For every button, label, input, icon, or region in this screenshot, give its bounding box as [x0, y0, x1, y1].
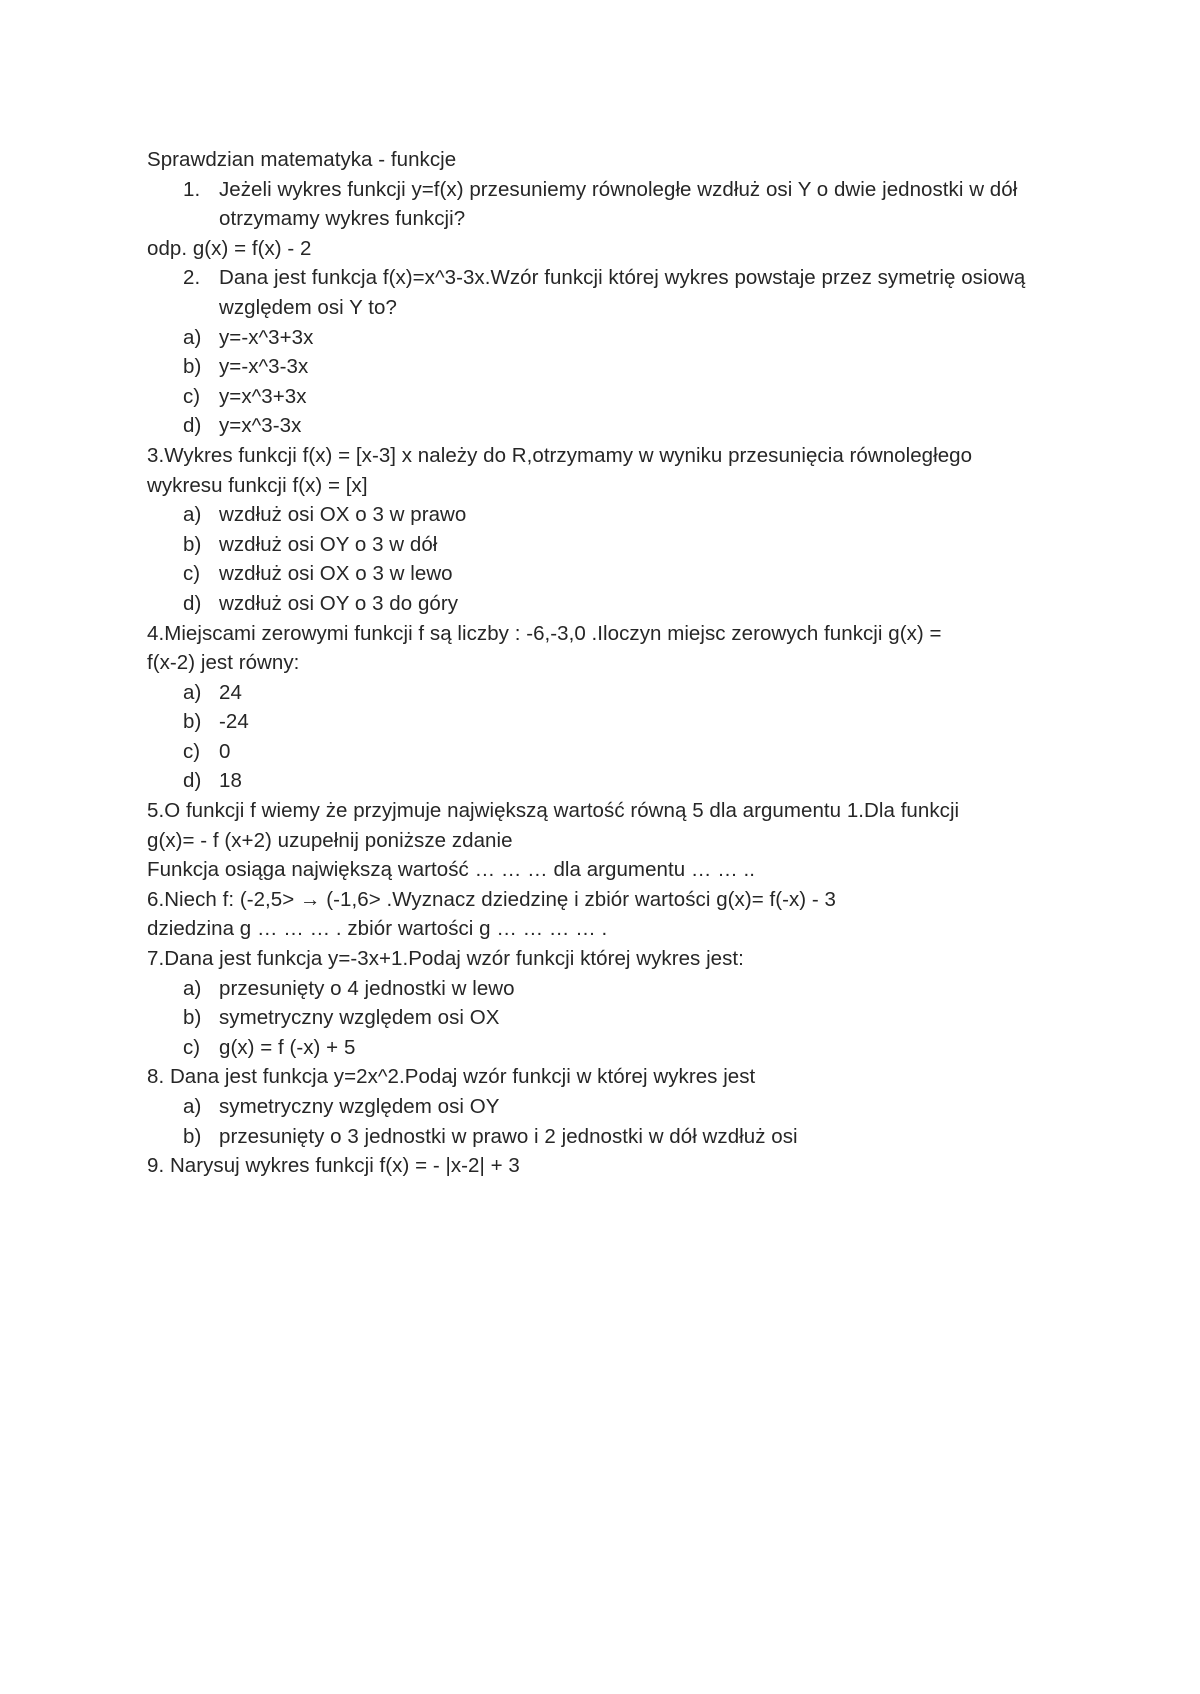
question-3-line-2: wykresu funkcji f(x) = [x]: [147, 473, 368, 497]
question-4-line-1: 4.Miejscami zerowymi funkcji f są liczby : -6,-3,0 .Iloczyn miejsc zerowych funkcji g(x) =: [147, 621, 942, 645]
question-2-option-c: [147, 382, 1077, 412]
option-text: wzdłuż osi OY o 3 w dół: [219, 532, 438, 556]
option-marker: c): [183, 384, 201, 408]
question-4-line-2: f(x-2) jest równy:: [147, 651, 300, 675]
question-3-option-a: [147, 500, 1077, 530]
question-3-line-1: 3.Wykres funkcji f(x) = [x-3] x należy do R,otrzymamy w wyniku przesunięcia równoległego: [147, 443, 973, 467]
question-1-text: Jeżeli wykres funkcji y=f(x) przesuniemy równoległe wzdłuż osi Y o dwie jednostki w dół otrzymamy wykres funkcji?: [219, 177, 1018, 231]
option-marker: a): [183, 976, 202, 1000]
option-text: 24: [219, 680, 242, 704]
option-text: 0: [219, 739, 231, 763]
question-5-line-1: 5.O funkcji f wiemy że przyjmuje największą wartość równą 5 dla argumentu 1.Dla funkcji: [147, 799, 960, 823]
document-title: Sprawdzian matematyka - funkcje: [147, 148, 457, 171]
question-2: [147, 263, 1077, 322]
question-9-line-1: 9. Narysuj wykres funkcji f(x) = - |x-2| + 3: [147, 1154, 520, 1178]
question-8-option-a: [147, 1092, 1077, 1122]
option-marker: c): [183, 562, 201, 586]
option-text: y=-x^3+3x: [219, 325, 314, 349]
question-3-option-d: [147, 589, 1077, 619]
question-2-number: 2.: [183, 266, 201, 290]
question-4-option-b: [147, 707, 1077, 737]
question-1: [147, 175, 1077, 234]
option-text: g(x) = f (-x) + 5: [219, 1035, 356, 1059]
question-5-line-3: Funkcja osiąga największą wartość … … … dla argumentu … … ..: [147, 858, 755, 882]
question-7-option-b: [147, 1003, 1077, 1033]
option-text: 18: [219, 769, 242, 793]
question-4-option-d: [147, 766, 1077, 796]
option-marker: a): [183, 503, 202, 527]
question-1-answer: odp. g(x) = f(x) - 2: [147, 236, 312, 260]
option-marker: a): [183, 680, 202, 704]
question-3-option-c: [147, 559, 1077, 589]
question-2-option-a: [147, 323, 1077, 353]
document-page: [147, 145, 1077, 1181]
question-4-option-a: [147, 678, 1077, 708]
option-text: y=-x^3-3x: [219, 355, 309, 379]
question-7-option-a: [147, 974, 1077, 1004]
option-text: przesunięty o 3 jednostki w prawo i 2 jednostki w dół wzdłuż osi: [219, 1124, 798, 1148]
option-text: y=x^3+3x: [219, 384, 307, 408]
option-text: y=x^3-3x: [219, 414, 302, 438]
question-6-line-1: 6.Niech f: (-2,5> → (-1,6> .Wyznacz dziedzinę i zbiór wartości g(x)= f(-x) - 3: [147, 887, 836, 911]
option-text: przesunięty o 4 jednostki w lewo: [219, 976, 515, 1000]
option-marker: d): [183, 414, 202, 438]
option-marker: b): [183, 1124, 202, 1148]
option-marker: b): [183, 355, 202, 379]
question-1-number: 1.: [183, 177, 201, 201]
question-5-line-2: g(x)= - f (x+2) uzupełnij poniższe zdanie: [147, 828, 513, 852]
question-8-option-b: [147, 1122, 1077, 1152]
question-6-line-2: dziedzina g … … … . zbiór wartości g … … … … .: [147, 917, 608, 941]
option-marker: a): [183, 325, 202, 349]
question-2-text: Dana jest funkcja f(x)=x^3-3x.Wzór funkcji której wykres powstaje przez symetrię osiową względem osi Y to?: [219, 266, 1026, 319]
option-marker: b): [183, 710, 202, 734]
question-8-line-1: 8. Dana jest funkcja y=2x^2.Podaj wzór funkcji w której wykres jest: [147, 1065, 756, 1089]
option-text: -24: [219, 710, 249, 734]
option-marker: d): [183, 591, 202, 615]
option-marker: a): [183, 1095, 202, 1118]
option-marker: b): [183, 532, 202, 556]
option-marker: c): [183, 739, 201, 763]
question-7-line-1: 7.Dana jest funkcja y=-3x+1.Podaj wzór funkcji której wykres jest:: [147, 947, 744, 971]
option-text: symetryczny względem osi OY: [219, 1095, 500, 1118]
question-2-option-d: [147, 411, 1077, 441]
question-4-option-c: [147, 737, 1077, 767]
option-marker: d): [183, 769, 202, 793]
option-marker: b): [183, 1006, 202, 1030]
option-text: wzdłuż osi OY o 3 do góry: [219, 591, 459, 615]
option-text: wzdłuż osi OX o 3 w prawo: [219, 503, 467, 527]
option-text: symetryczny względem osi OX: [219, 1006, 500, 1030]
option-marker: c): [183, 1035, 201, 1059]
question-2-option-b: [147, 352, 1077, 382]
question-7-option-c: [147, 1033, 1077, 1063]
question-3-option-b: [147, 530, 1077, 560]
option-text: wzdłuż osi OX o 3 w lewo: [219, 562, 453, 586]
